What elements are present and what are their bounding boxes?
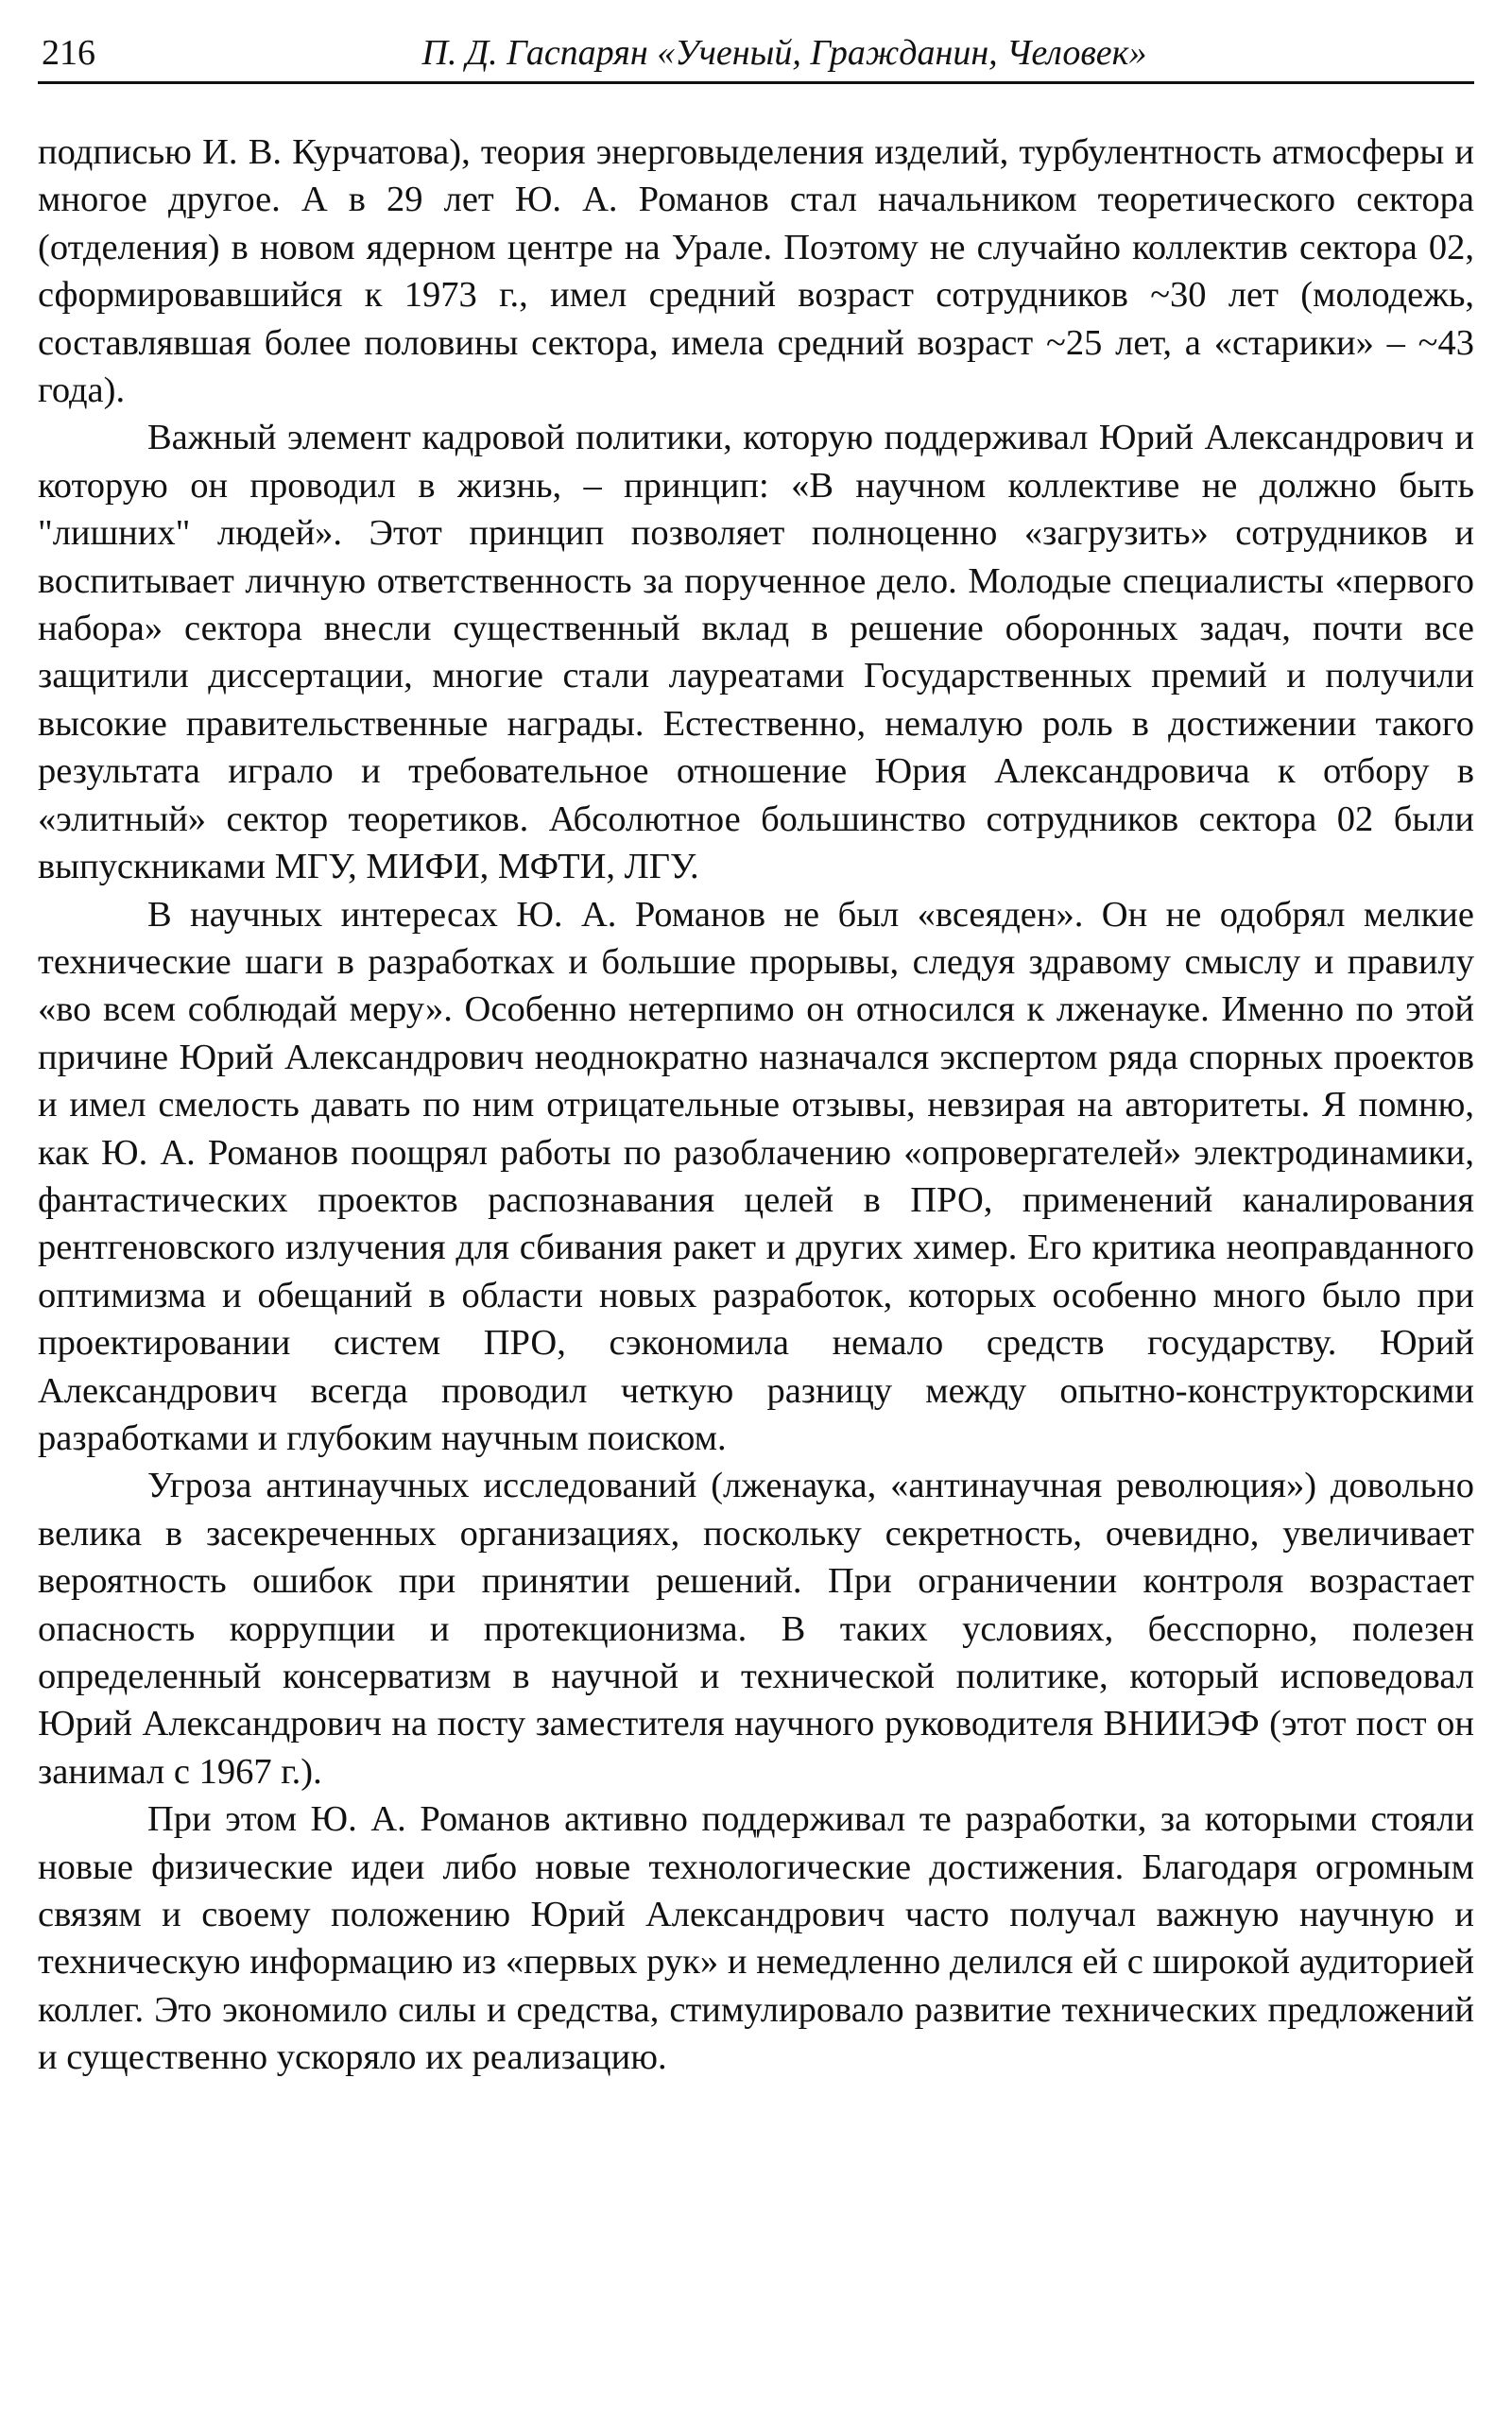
page-number: 216 <box>42 33 95 73</box>
running-title: П. Д. Гаспарян «Ученый, Гражданин, Человек» <box>421 33 1147 73</box>
paragraph-continued: подписью И. В. Курчатова), теория энерговыделения изделий, турбулентность атмосферы и многое другое. А в 29 лет Ю. А. Романов стал начальником теоретического сектора (отделения) в новом ядерном центре на Урале. Поэтому не случайно коллектив сектора 02, сформировавшийся к 1973 г., имел средний возраст сотрудников ~30 лет (молодежь, составлявшая более половины сектора, имела средний возраст ~25 лет, а «старики» – ~43 года). <box>38 132 1474 411</box>
paragraph-scientific-interests: В научных интересах Ю. А. Романов не был «всеяден». Он не одобрял мелкие технические шаги в разработках и большие прорывы, следуя здравому смыслу и правилу «во всем соблюдай меру». Особенно нетерпимо он относился к лженауке. Именно по этой причине Юрий Александрович неоднократно назначался экспертом ряда спорных проектов и имел смелость давать по ним отрицательные отзывы, невзирая на авторитеты. Я помню, как Ю. А. Романов поощрял работы по разоблачению «опровергателей» электродинамики, фантастических проектов распознавания целей в ПРО, применений каналирования рентгеновского излучения для сбивания ракет и других химер. Его критика неоправданного оптимизма и обещаний в области новых разработок, которых особенно много было при проектировании систем ПРО, сэкономила немало средств государству. Юрий Александрович всегда проводил четкую разницу между опытно-конструкторскими разработками и глубоким научным поиском. <box>38 894 1474 1458</box>
running-header <box>38 28 1474 84</box>
paragraph-personnel-policy: Важный элемент кадровой политики, которую поддерживал Юрий Александрович и которую он проводил в жизнь, – принцип: «В научном коллективе не должно быть "лишних" людей». Этот принцип позволяет полноценно «загрузить» сотрудников и воспитывает личную ответственность за порученное дело. Молодые специалисты «первого набора» сектора внесли существенный вклад в решение оборонных задач, почти все защитили диссертации, многие стали лауреатами Государственных премий и получили высокие правительственные награды. Естественно, немалую роль в достижении такого результата играло и требовательное отношение Юрия Александровича к отбору в «элитный» сектор теоретиков. Абсолютное большинство сотрудников сектора 02 были выпускниками МГУ, МИФИ, МФТИ, ЛГУ. <box>38 418 1474 887</box>
body-text <box>38 129 1474 2082</box>
paragraph-antiscience-threat: Угроза антинаучных исследований (лженаука, «антинаучная революция») довольно велика в засекреченных организациях, поскольку секретность, очевидно, увеличивает вероятность ошибок при принятии решений. При ограничении контроля возрастает опасность коррупции и протекционизма. В таких условиях, бесспорно, полезен определенный консерватизм в научной и технической политике, который исповедовал Юрий Александрович на посту заместителя научного руководителя ВНИИЭФ (этот пост он занимал с 1967 г.). <box>38 1466 1474 1792</box>
paragraph-support-of-developments: При этом Ю. А. Романов активно поддерживал те разработки, за которыми стояли новые физические идеи либо новые технологические достижения. Благодаря огромным связям и своему положению Юрий Александрович часто получал важную научную и техническую информацию из «первых рук» и немедленно делился ей с широкой аудиторией коллег. Это экономило силы и средства, стимулировало развитие технических предложений и существенно ускоряло их реализацию. <box>38 1799 1474 2078</box>
